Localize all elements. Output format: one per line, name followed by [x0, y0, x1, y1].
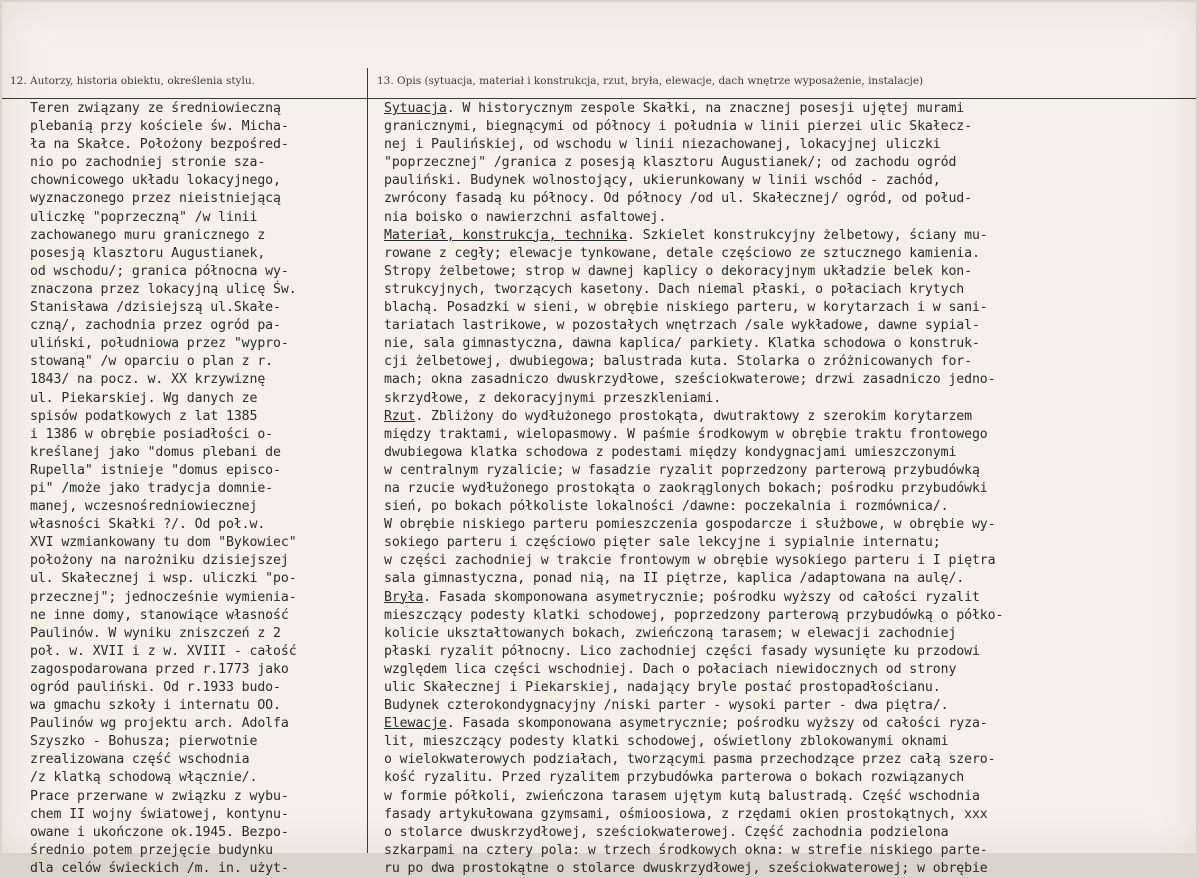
description-line [384, 281, 1192, 299]
description-text: sala gimnastyczna, ponad nią, na II piętrze, kaplica /adaptowana na aulę/. [384, 571, 965, 587]
history-line: uliczkę "poprzeczną" /w linii [30, 209, 258, 225]
history-line: i 1386 w obrębie posiadłości o- [30, 426, 274, 442]
history-line: owane i ukończone ok.1945. Bezpo- [30, 824, 289, 840]
description-text: kolicie ukształtowanych bokach, zwieńczoną tarasem; w elewacji zachodniej [384, 625, 957, 641]
description-line [384, 715, 1192, 733]
header-divider [2, 98, 1196, 99]
section-label: Elewacje [384, 716, 447, 732]
description-text: płaski ryzalit północny. Lico zachodniej części fasady wysunięte ku przodowi [384, 643, 980, 659]
description-text: nia boisko o nawierzchni asfaltowej. [384, 209, 667, 225]
description-line [384, 860, 1192, 878]
history-line: Rupella" istnieje "domus episco- [30, 462, 281, 478]
description-text: . W historycznym zespole Skałki, na znacznej posesji ujętej murami [446, 101, 965, 116]
description-line [384, 589, 1192, 607]
description-line [384, 263, 1192, 281]
history-line: pi" /może jako tradycja domnie- [30, 480, 274, 496]
description-line [384, 625, 1192, 643]
description-line [384, 769, 1192, 787]
description-text: ulic Skałecznej i Piekarskiej, nadający bryle postać prostopadłościanu. [384, 680, 941, 695]
description-line [384, 824, 1192, 842]
description-line [384, 697, 1192, 715]
description-line [384, 426, 1192, 444]
history-line: spisów podatkowych z lat 1385 [30, 408, 258, 424]
history-line: kreślanej jako "domus plebani de [30, 444, 281, 460]
section-label: Bryła [384, 589, 424, 605]
description-line [384, 118, 1192, 136]
description-text: w formie półkoli, zwieńczona tarasem ujętym kutą balustradą. Część wschodnia [384, 788, 980, 804]
section-13-header: 13. Opis (sytuacja, materiał i konstrukcja, rzut, bryła, elewacje, dach wnętrze wyposażenie, instalacje) [377, 75, 924, 87]
description-text: w centralnym ryzalicie; w fasadzie ryzalit poprzedzony parterową przybudówką [384, 462, 980, 478]
history-line: Paulinów wg projektu arch. Adolfa [30, 716, 289, 732]
description-text: cji żelbetowej, dwubiegowa; balustrada kuta. Stolarka o zróżnicowanych for- [384, 354, 972, 370]
description-text: rowane z cegły; elewacje tynkowane, detale częściowo ze sztucznego kamienia. [384, 245, 980, 261]
history-line: posesją klasztoru Augustianek, [30, 245, 266, 261]
description-line [384, 136, 1192, 154]
description-line [384, 570, 1192, 588]
description-line [384, 733, 1192, 751]
description-text: "poprzecznej" /granica z posesją klasztoru Augustianek/; od zachodu ogród [384, 155, 957, 171]
description-line [384, 661, 1192, 679]
description-text: . Fasada skomponowana asymetrycznie; pośrodku wyższy od całości ryza- [446, 716, 988, 732]
description-line [384, 552, 1192, 570]
description-text: ru po dwa prostokątne o stolarce dwuskrzydłowej, sześciokwaterowej; w obrębie [384, 860, 988, 876]
history-line: plebanią przy kościele św. Micha- [30, 119, 289, 135]
history-line: chownicowego układu lokacyjnego, [30, 173, 281, 189]
history-line: XVI wzmiankowany tu dom "Bykowiec" [30, 535, 297, 551]
history-column [30, 100, 366, 878]
description-line [384, 643, 1192, 661]
description-line [384, 209, 1192, 227]
description-line [384, 534, 1192, 552]
history-line: wa gmachu szkoły i internatu OO. [30, 698, 281, 714]
description-line [384, 245, 1192, 263]
description-text: lit, mieszczący podesty klatki schodowej, oświetlony zblokowanymi oknami [384, 734, 949, 750]
description-line [384, 100, 1192, 118]
history-line: poł. w. XVII i z w. XVIII - całość [30, 643, 297, 659]
history-line: ul. Piekarskiej. Wg danych ze [30, 390, 258, 406]
history-line: dla celów świeckich /m. in. użyt- [30, 860, 289, 876]
description-line [384, 190, 1192, 208]
history-line: chem II wojny światowej, kontynu- [30, 806, 289, 822]
history-line: 1843/ na pocz. w. XX krzywiznę [30, 372, 266, 388]
history-line: Paulinów. W wyniku zniszczeń z 2 [30, 625, 281, 641]
history-line: Teren związany ze średniowieczną [30, 101, 281, 116]
description-text: względem lica części wschodniej. Dach o połaciach niewidocznych od strony [384, 661, 957, 677]
description-text: kość ryzalitu. Przed ryzalitem przybudówka parterowa o bokach rozwiązanych [384, 770, 965, 786]
description-line [384, 317, 1192, 335]
description-text: skrzydłowe, z dekoracyjnymi przeszkleniami. [384, 390, 722, 406]
description-line [384, 227, 1192, 245]
description-text: mach; okna zasadniczo dwuskrzydłowe, sześciokwaterowe; drzwi zasadniczo jedno- [384, 372, 996, 388]
section-12-header: 12. Autorzy, historia obiektu, określenia stylu. [10, 75, 255, 87]
description-text: zwrócony fasadą ku północy. Od północy /od ul. Skałecznej/ ogród, od połud- [384, 191, 972, 207]
description-text: sień, po bokach półkoliste lokalności /dawne: poczekalnia i rozmównica/. [384, 499, 949, 515]
description-line [384, 679, 1192, 697]
history-line: Prace przerwane w związku z wybu- [30, 788, 289, 804]
description-line [384, 408, 1192, 426]
description-text: na rzucie wydłużonego prostokąta o zaokrąglonych bokach; pośrodku przybudówki [384, 480, 988, 496]
description-text: fasady artykułowana gzymsami, ośmioosiowa, z rzędami okien prostokątnych, xxx [384, 806, 988, 822]
description-line [384, 788, 1192, 806]
description-line [384, 607, 1192, 625]
history-line: przecznej"; jednocześnie wymienia- [30, 589, 297, 605]
description-text: dwubiegowa klatka schodowa z podestami między kondygnacjami umieszczonymi [384, 444, 957, 460]
history-line: zachowanego muru granicznego z [30, 227, 266, 243]
description-line [384, 172, 1192, 190]
description-text: granicznymi, biegnącymi od północy i południa w linii pierzei ulic Skałecz- [384, 119, 972, 135]
description-text: . Fasada skomponowana asymetrycznie; pośrodku wyższy od całości ryzalit [423, 589, 980, 605]
description-text: Budynek czterokondygnacyjny /niski parter - wysoki parter - dwa piętra/. [384, 698, 949, 714]
description-text: blachą. Posadzki w sieni, w obrębie niskiego parteru, w korytarzach i w sani- [384, 300, 988, 316]
catalog-card [2, 2, 1196, 876]
description-text: szkarpami na cztery pola: w trzech środkowych okna: w strefie niskiego parte- [384, 842, 988, 858]
description-line [384, 842, 1192, 860]
description-column [384, 100, 1192, 878]
history-line: znaczona przez lokacyjną ulicę Św. [30, 281, 297, 297]
description-text: tariatach lastrikowe, w pozostałych wnętrzach /sale wykładowe, dawne sypial- [384, 318, 980, 334]
description-line [384, 299, 1192, 317]
history-line: stowaną" /w oparciu o plan z r. [30, 354, 274, 370]
description-text: W obrębie niskiego parteru pomieszczenia gospodarcze i służbowe, w obrębie wy- [384, 517, 996, 533]
description-line [384, 371, 1192, 389]
history-line: Szyszko - Bohusza; pierwotnie [30, 734, 258, 750]
description-text: o wielokwaterowych podziałach, tworzącymi pasma przechodzące przez całą szero- [384, 752, 996, 768]
description-text: nie, sala gimnastyczna, dawna kaplica/ parkiety. Klatka schodowa o konstruk- [384, 336, 980, 352]
history-line: nio po zachodniej stronie sza- [30, 155, 266, 171]
description-text: . Zbliżony do wydłużonego prostokąta, dwutraktowy z szerokim korytarzem [415, 408, 972, 424]
history-line: ne inne domy, stanowiące własność [30, 607, 289, 623]
history-line: od wschodu/; granica północna wy- [30, 263, 289, 279]
history-line: uliński, południowa przez "wypro- [30, 336, 289, 352]
description-line [384, 806, 1192, 824]
description-text: . Szkielet konstrukcyjny żelbetowy, ściany mu- [627, 227, 988, 243]
column-divider [367, 68, 368, 853]
section-label: Rzut [384, 408, 416, 424]
history-line: ogród pauliński. Od r.1933 budo- [30, 680, 281, 695]
history-line: Stanisława /dzisiejszą ul.Skałe- [30, 300, 281, 316]
description-text: sokiego parteru i częściowo pięter sale lekcyjne i sypialnie internatu; [384, 535, 941, 551]
history-line: ła na Skałce. Położony bezpośred- [30, 137, 289, 153]
history-line: manej, wczesnośredniowiecznej [30, 499, 258, 515]
description-text: o stolarce dwuskrzydłowej, sześciokwaterowej. Część zachodnia podzielona [384, 824, 949, 840]
description-line [384, 498, 1192, 516]
description-line [384, 353, 1192, 371]
history-line: czną/, zachodnia przez ogród pa- [30, 318, 281, 334]
history-line: zagospodarowana przed r.1773 jako [30, 661, 289, 677]
description-line [384, 751, 1192, 769]
description-line [384, 154, 1192, 172]
history-line: ul. Skałecznej i wsp. uliczki "po- [30, 571, 297, 587]
history-line: zrealizowana część wschodnia [30, 752, 250, 768]
description-line [384, 335, 1192, 353]
description-text: mieszczący podesty klatki schodowej, poprzedzony parterową przybudówką o półko- [384, 607, 1004, 623]
description-line [384, 516, 1192, 534]
description-line [384, 444, 1192, 462]
history-line: wyznaczonego przez nieistniejącą [30, 191, 281, 207]
history-line: /z klatką schodową włącznie/. [30, 770, 258, 786]
description-text: w części zachodniej w trakcie frontowym w obrębie wysokiego parteru i I piętra [384, 553, 996, 569]
description-line [384, 462, 1192, 480]
section-label: Sytuacja [384, 101, 447, 116]
description-line [384, 390, 1192, 408]
description-line [384, 480, 1192, 498]
description-text: między traktami, wielopasmowy. W paśmie środkowym w obrębie traktu frontowego [384, 426, 988, 442]
history-line: położony na narożniku dzisiejszej [30, 553, 289, 569]
description-text: Stropy żelbetowe; strop w dawnej kaplicy o dekoracyjnym układzie belek kon- [384, 263, 972, 279]
section-label: Materiał, konstrukcja, technika [384, 227, 628, 243]
history-line: własności Skałki ?/. Od poł.w. [30, 517, 266, 533]
description-text: pauliński. Budynek wolnostojący, ukierunkowany w linii wschód - zachód, [384, 173, 941, 189]
description-text: nej i Paulińskiej, od wschodu w linii niezachowanej, lokacyjnej uliczki [384, 137, 941, 153]
description-text: strukcyjnych, tworzących kasetony. Dach niemal płaski, o połaciach krytych [384, 281, 965, 297]
history-line: średnio potem przejęcie budynku [30, 842, 274, 858]
